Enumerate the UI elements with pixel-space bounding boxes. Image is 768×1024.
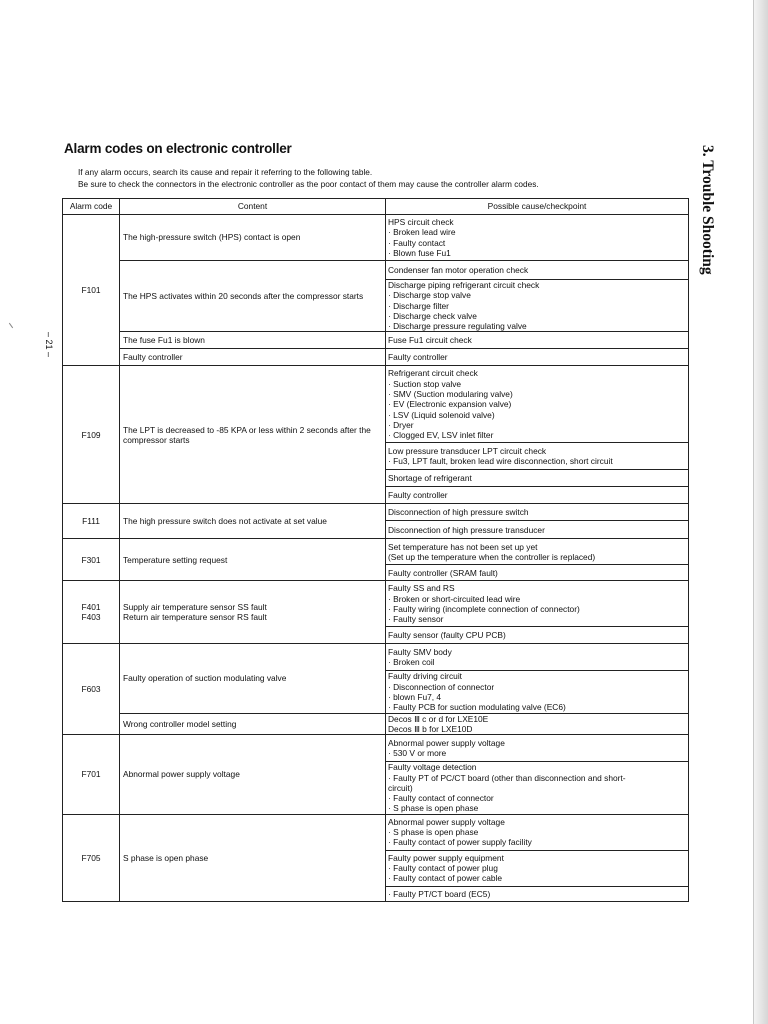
- checkpoint-line: · Faulty contact of power supply facility: [388, 837, 532, 848]
- checkpoint-cell: [386, 332, 689, 349]
- checkpoint-line: · Broken coil: [388, 657, 435, 668]
- intro-text: [78, 166, 539, 190]
- content-cell: [120, 814, 386, 901]
- checkpoint-line: Fuse Fu1 circuit check: [388, 335, 472, 346]
- checkpoint-cell: [386, 735, 689, 762]
- checkpoint-line: · Discharge check valve: [388, 310, 477, 321]
- table-row: [63, 735, 689, 762]
- checkpoint-line: Faulty voltage detection: [388, 762, 477, 773]
- content-cell: [120, 713, 386, 735]
- alarm-code: F109: [81, 429, 101, 440]
- checkpoint-line: · Faulty contact: [388, 237, 446, 248]
- content-text: Faulty controller: [123, 352, 183, 363]
- checkpoint-line: (Set up the temperature when the controller is replaced): [388, 551, 596, 562]
- checkpoint-line: · Faulty sensor: [388, 614, 444, 625]
- checkpoint-cell: [386, 261, 689, 280]
- content-text: The fuse Fu1 is blown: [123, 335, 205, 346]
- checkpoint-cell: [386, 565, 689, 581]
- checkpoint-line: Faulty power supply equipment: [388, 852, 504, 863]
- checkpoint-cell: [386, 215, 689, 261]
- checkpoint-line: · S phase is open phase: [388, 803, 479, 814]
- checkpoint-line: · 530 V or more: [388, 748, 447, 759]
- checkpoint-cell: [386, 713, 689, 735]
- content-cell: [120, 366, 386, 504]
- checkpoint-line: · Faulty contact of power plug: [388, 863, 498, 874]
- scan-mark: [9, 323, 13, 328]
- checkpoint-line: Refrigerant circuit check: [388, 368, 478, 379]
- checkpoint-line: Faulty SS and RS: [388, 583, 455, 594]
- checkpoint-line: · Discharge filter: [388, 300, 449, 311]
- checkpoint-cell: [386, 627, 689, 644]
- header-possible-cause: Possible cause/checkpoint: [386, 199, 689, 215]
- checkpoint-line: · blown Fu7, 4: [388, 692, 442, 703]
- checkpoint-line: Abnormal power supply voltage: [388, 816, 505, 827]
- alarm-code-cell: [63, 366, 120, 504]
- checkpoint-cell: [386, 443, 689, 470]
- alarm-code-cell: [63, 215, 120, 366]
- checkpoint-line: HPS circuit check: [388, 216, 454, 227]
- alarm-code: F603: [81, 684, 101, 695]
- checkpoint-line: Decos Ⅲ b for LXE10D: [388, 723, 473, 734]
- checkpoint-line: · EV (Electronic expansion valve): [388, 399, 512, 410]
- table-row: [63, 539, 689, 565]
- checkpoint-cell: [386, 886, 689, 901]
- checkpoint-line: · Faulty wiring (incomplete connection of connector): [388, 603, 580, 614]
- intro-line: If any alarm occurs, search its cause and repair it referring to the following table.: [78, 167, 373, 177]
- content-text: The HPS activates within 20 seconds after the compressor starts: [123, 291, 364, 302]
- checkpoint-line: · SMV (Suction modularing valve): [388, 389, 513, 400]
- alarm-code: F403: [81, 612, 101, 623]
- checkpoint-cell: [386, 539, 689, 565]
- content-cell: [120, 504, 386, 539]
- table-row: [63, 713, 689, 735]
- checkpoint-line: · LSV (Liquid solenoid valve): [388, 409, 495, 420]
- checkpoint-line: · Faulty contact of connector: [388, 793, 494, 804]
- checkpoint-line: Faulty controller: [388, 490, 448, 501]
- alarm-code: F301: [81, 554, 101, 565]
- checkpoint-cell: [386, 366, 689, 443]
- table-row: [63, 349, 689, 366]
- table-row: [63, 261, 689, 280]
- page-edge-shadow: [753, 0, 768, 1024]
- checkpoint-line: · Faulty PCB for suction modulating valve (EC6): [388, 702, 566, 713]
- content-cell: [120, 215, 386, 261]
- checkpoint-cell: [386, 581, 689, 627]
- content-text: Wrong controller model setting: [123, 718, 237, 729]
- checkpoint-line: Decos Ⅲ c or d for LXE10E: [388, 713, 489, 724]
- content-cell: [120, 735, 386, 814]
- checkpoint-line: Set temperature has not been set up yet: [388, 541, 538, 552]
- checkpoint-line: · Dryer: [388, 419, 414, 430]
- checkpoint-cell: [386, 504, 689, 521]
- alarm-code: F705: [81, 852, 101, 863]
- alarm-code-cell: [63, 504, 120, 539]
- alarm-code-cell: [63, 539, 120, 581]
- table-row: [63, 581, 689, 627]
- content-cell: [120, 539, 386, 581]
- checkpoint-line: Condenser fan motor operation check: [388, 264, 529, 275]
- alarm-code-cell: [63, 814, 120, 901]
- content-text: Abnormal power supply voltage: [123, 769, 240, 780]
- checkpoint-line: Disconnection of high pressure transducer: [388, 524, 545, 535]
- checkpoint-line: Faulty controller (SRAM fault): [388, 567, 498, 578]
- checkpoint-line: · S phase is open phase: [388, 827, 479, 838]
- checkpoint-line: Abnormal power supply voltage: [388, 737, 505, 748]
- table-row: [63, 366, 689, 443]
- content-cell: [120, 581, 386, 644]
- table-header-row: [63, 199, 689, 215]
- checkpoint-line: Low pressure transducer LPT circuit check: [388, 446, 547, 457]
- section-side-title: 3. Trouble Shooting: [699, 145, 716, 275]
- content-text: Temperature setting request: [123, 554, 228, 565]
- table-row: [63, 215, 689, 261]
- checkpoint-cell: [386, 671, 689, 713]
- checkpoint-line: · Broken or short-circuited lead wire: [388, 593, 521, 604]
- checkpoint-cell: [386, 850, 689, 886]
- content-cell: [120, 261, 386, 332]
- content-text: The high pressure switch does not activate at set value: [123, 516, 327, 527]
- table-body: [63, 215, 689, 902]
- header-alarm-code: Alarm code: [63, 199, 120, 215]
- checkpoint-cell: [386, 521, 689, 539]
- content-text: Supply air temperature sensor SS fault Return air temperature sensor RS fault: [123, 602, 267, 623]
- checkpoint-line: · Disconnection of connector: [388, 681, 495, 692]
- alarm-code-cell: [63, 581, 120, 644]
- intro-line: Be sure to check the connectors in the electronic controller as the poor contact of them may cause the controller alarm codes.: [78, 179, 539, 189]
- alarm-code: F101: [81, 285, 101, 296]
- checkpoint-line: Discharge piping refrigerant circuit check: [388, 280, 540, 290]
- checkpoint-line: · Faulty PT of PC/CT board (other than disconnection and short-: [388, 772, 626, 783]
- checkpoint-cell: [386, 487, 689, 504]
- content-cell: [120, 349, 386, 366]
- checkpoint-line: · Blown fuse Fu1: [388, 247, 451, 258]
- alarm-code-table: [62, 198, 689, 902]
- content-text: S phase is open phase: [123, 852, 209, 863]
- checkpoint-line: · Discharge pressure regulating valve: [388, 321, 527, 332]
- checkpoint-line: Shortage of refrigerant: [388, 473, 472, 484]
- alarm-code: F111: [82, 516, 100, 527]
- checkpoint-cell: [386, 280, 689, 332]
- table-row: [63, 504, 689, 521]
- alarm-code-cell: [63, 644, 120, 735]
- content-text: Faulty operation of suction modulating valve: [123, 673, 287, 684]
- checkpoint-cell: [386, 470, 689, 487]
- checkpoint-line: · Fu3, LPT fault, broken lead wire disconnection, short circuit: [388, 456, 613, 467]
- checkpoint-line: · Faulty contact of power cable: [388, 873, 503, 884]
- checkpoint-line: Faulty controller: [388, 352, 448, 363]
- content-text: The high-pressure switch (HPS) contact is open: [123, 232, 301, 243]
- content-cell: [120, 644, 386, 713]
- page-title: Alarm codes on electronic controller: [64, 141, 292, 156]
- table-row: [63, 332, 689, 349]
- header-content: Content: [120, 199, 386, 215]
- checkpoint-cell: [386, 814, 689, 850]
- checkpoint-line: Faulty driving circuit: [388, 671, 463, 682]
- checkpoint-cell: [386, 644, 689, 671]
- content-cell: [120, 332, 386, 349]
- checkpoint-line: · Faulty PT/CT board (EC5): [388, 888, 491, 899]
- alarm-code-cell: [63, 735, 120, 814]
- content-text: The LPT is decreased to -85 KPA or less within 2 seconds after the compressor starts: [123, 424, 371, 445]
- checkpoint-cell: [386, 762, 689, 814]
- checkpoint-line: · Suction stop valve: [388, 378, 462, 389]
- checkpoint-line: circuit): [388, 782, 413, 793]
- table-row: [63, 644, 689, 671]
- checkpoint-line: · Clogged EV, LSV inlet filter: [388, 430, 494, 441]
- checkpoint-line: · Broken lead wire: [388, 227, 456, 238]
- alarm-code: F401: [81, 602, 101, 613]
- checkpoint-line: Disconnection of high pressure switch: [388, 507, 529, 518]
- checkpoint-line: · Discharge stop valve: [388, 290, 471, 301]
- table-row: [63, 814, 689, 850]
- alarm-code: F701: [81, 769, 101, 780]
- page-number: – 21 –: [44, 332, 54, 358]
- checkpoint-cell: [386, 349, 689, 366]
- checkpoint-line: Faulty sensor (faulty CPU PCB): [388, 630, 506, 641]
- checkpoint-line: Faulty SMV body: [388, 647, 452, 658]
